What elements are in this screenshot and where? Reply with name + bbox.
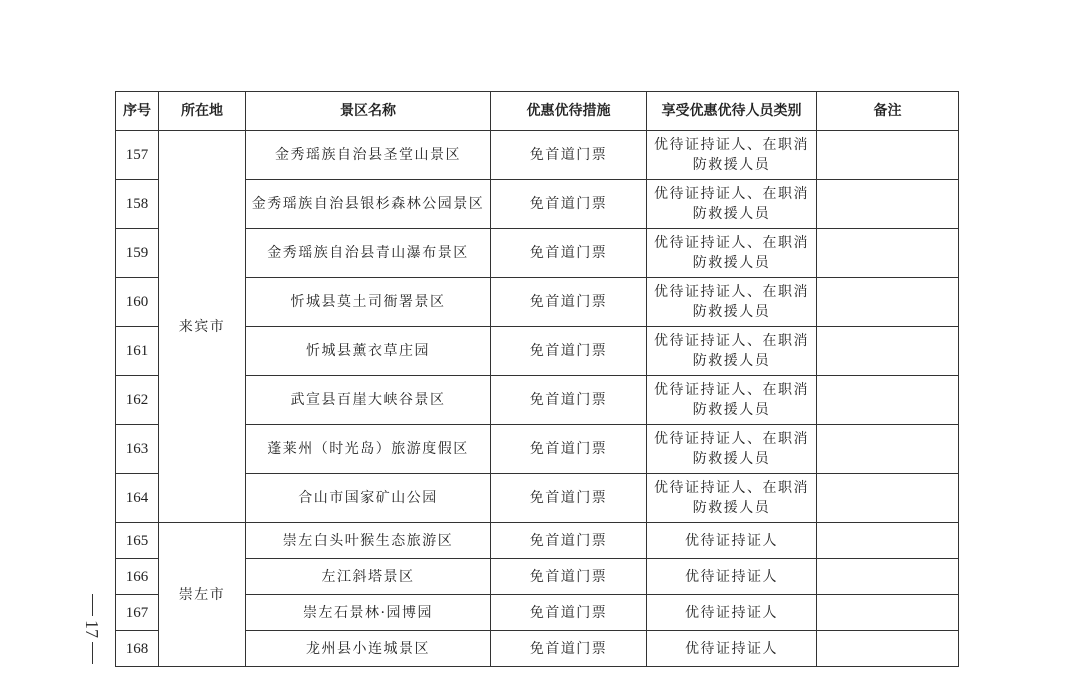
page-number-dash-top [92,594,93,616]
cell-category: 优待证持证人、在职消防救援人员 [647,229,817,278]
cell-seq: 158 [116,180,159,229]
cell-measure: 免首道门票 [491,376,647,425]
cell-measure: 免首道门票 [491,559,647,595]
cell-category: 优待证持证人 [647,559,817,595]
cell-remark [817,131,959,180]
cell-measure: 免首道门票 [491,278,647,327]
cell-scenic-name: 武宣县百崖大峡谷景区 [246,376,491,425]
cell-remark [817,523,959,559]
cell-seq: 165 [116,523,159,559]
cell-scenic-name: 左江斜塔景区 [246,559,491,595]
page-number-value: 17 [82,620,102,638]
cell-scenic-name: 金秀瑶族自治县青山瀑布景区 [246,229,491,278]
cell-measure: 免首道门票 [491,180,647,229]
cell-category: 优待证持证人 [647,595,817,631]
header-remarks: 备注 [817,92,959,131]
page-number-dash-bottom [92,642,93,664]
cell-scenic-name: 蓬莱州（时光岛）旅游度假区 [246,425,491,474]
cell-measure: 免首道门票 [491,131,647,180]
cell-city: 来宾市 [159,131,246,523]
cell-scenic-name: 金秀瑶族自治县圣堂山景区 [246,131,491,180]
cell-seq: 161 [116,327,159,376]
cell-measure: 免首道门票 [491,523,647,559]
cell-seq: 166 [116,559,159,595]
cell-scenic-name: 龙州县小连城景区 [246,631,491,667]
cell-remark [817,327,959,376]
cell-scenic-name: 崇左白头叶猴生态旅游区 [246,523,491,559]
cell-remark [817,425,959,474]
cell-remark [817,376,959,425]
table-row [116,523,959,559]
cell-remark [817,229,959,278]
header-location: 所在地 [159,92,246,131]
cell-remark [817,278,959,327]
cell-seq: 160 [116,278,159,327]
cell-scenic-name: 忻城县莫土司衙署景区 [246,278,491,327]
cell-scenic-name: 金秀瑶族自治县银杉森林公园景区 [246,180,491,229]
cell-measure: 免首道门票 [491,474,647,523]
cell-category: 优待证持证人 [647,631,817,667]
table-header-row [116,92,959,131]
table-body [116,131,959,667]
cell-seq: 163 [116,425,159,474]
cell-seq: 162 [116,376,159,425]
cell-category: 优待证持证人、在职消防救援人员 [647,327,817,376]
cell-city: 崇左市 [159,523,246,667]
cell-remark [817,631,959,667]
header-scenic-name: 景区名称 [246,92,491,131]
cell-scenic-name: 忻城县薰衣草庄园 [246,327,491,376]
cell-measure: 免首道门票 [491,631,647,667]
cell-category: 优待证持证人 [647,523,817,559]
header-seq: 序号 [116,92,159,131]
page-number [81,590,103,668]
cell-scenic-name: 合山市国家矿山公园 [246,474,491,523]
cell-category: 优待证持证人、在职消防救援人员 [647,376,817,425]
cell-remark [817,474,959,523]
cell-category: 优待证持证人、在职消防救援人员 [647,278,817,327]
cell-category: 优待证持证人、在职消防救援人员 [647,180,817,229]
scenic-spot-table-wrapper [115,91,958,667]
cell-seq: 159 [116,229,159,278]
cell-category: 优待证持证人、在职消防救援人员 [647,131,817,180]
cell-seq: 168 [116,631,159,667]
scenic-spot-table [115,91,959,667]
header-measures: 优惠优待措施 [491,92,647,131]
cell-seq: 164 [116,474,159,523]
cell-category: 优待证持证人、在职消防救援人员 [647,474,817,523]
cell-remark [817,559,959,595]
cell-category: 优待证持证人、在职消防救援人员 [647,425,817,474]
cell-measure: 免首道门票 [491,327,647,376]
cell-measure: 免首道门票 [491,425,647,474]
cell-remark [817,180,959,229]
cell-seq: 167 [116,595,159,631]
cell-measure: 免首道门票 [491,595,647,631]
cell-measure: 免首道门票 [491,229,647,278]
cell-seq: 157 [116,131,159,180]
cell-remark [817,595,959,631]
cell-scenic-name: 崇左石景林·园博园 [246,595,491,631]
header-eligible: 享受优惠优待人员类别 [647,92,817,131]
table-row [116,131,959,180]
